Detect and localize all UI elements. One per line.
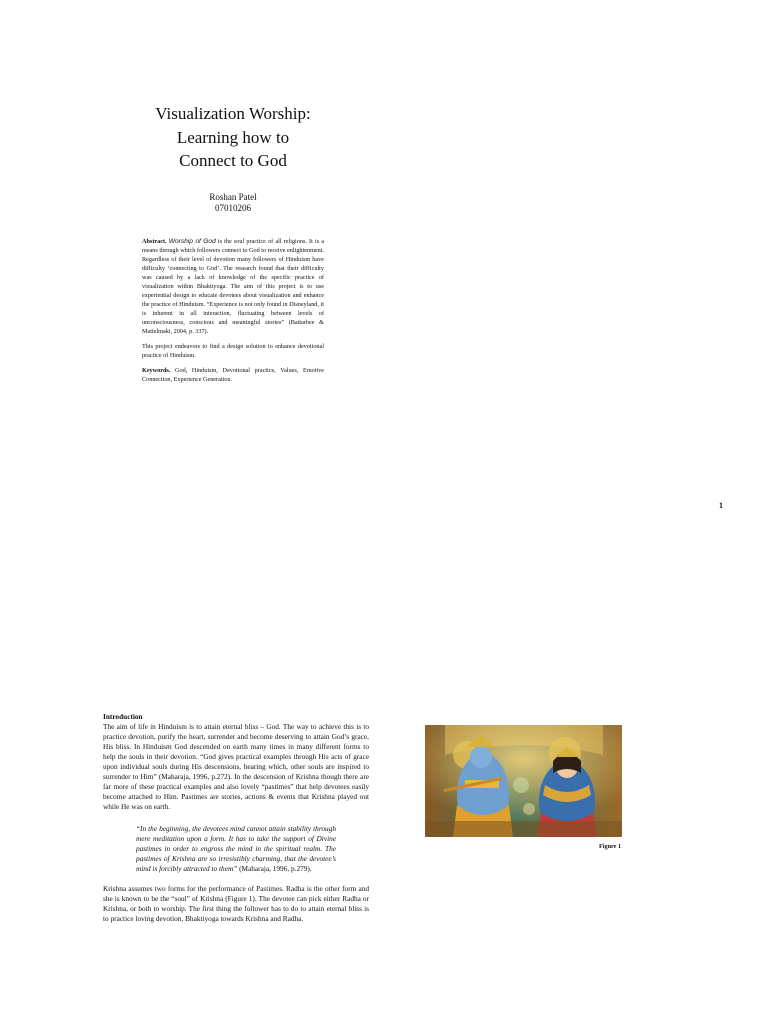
- page-number: 1: [719, 501, 723, 510]
- block-quote: [136, 824, 336, 874]
- quote-citation: (Maharaja, 1996, p.279).: [239, 864, 312, 873]
- introduction-section: [103, 712, 369, 924]
- abstract-label: Abstract.: [142, 238, 167, 245]
- title-line-1: Visualization Worship:: [155, 104, 311, 123]
- abstract: [142, 237, 324, 390]
- title-line-3: Connect to God: [179, 151, 287, 170]
- abstract-paragraph: [142, 237, 324, 336]
- quote-text: “In the beginning, the devotees mind cannot attain stability through mere meditation upon a form. It has to take the support of Divine pastimes in order to engross the mind in the spiritual realm. The pastimes of Krishna are so irresistibly charming, that the devotee’s mind is forcibly attracted to them”: [136, 824, 336, 873]
- keywords-text: God, Hinduism, Devotional practice, Values, Emotive Connection, Experience Generation.: [142, 367, 325, 383]
- abstract-lead-phrase: Worship of God: [168, 238, 216, 245]
- figure-krishna-radha-image: [425, 725, 622, 837]
- paper-title: [142, 102, 324, 173]
- abstract-text: is the soul practice of all religions. It is a means through which followers connect to God to receive enlightenment. Regardless of their level of devotion many followers of Hinduism have difficulty ‘connecting to God’. The research found that their difficulty was caused by a lack of knowledge of the specific practice of visualization within Bhaktiyoga. The aim of this project is to use experiential design to educate devotees about visualization and enhance the practice of Hinduism. “Experience is not only found in Disneyland, it is inherent in all interaction, fluctuating between levels of unconsciousness, conscious and meaningful stories” (Battarbee & Mattelmaki, 2004, p. 337).: [142, 238, 325, 335]
- intro-paragraph-2: Krishna assumes two forms for the performance of Pastimes. Radha is the other form and she is known to be the “soul” of Krishna (Figure 1). The devotee can pick either Radha or Krishna, or both to worship. The first thing the follower has to do to attain eternal bliss is to practice loving devotion, Bhaktiyoga towards Krishna and Radha.: [103, 884, 369, 923]
- intro-paragraph-1: The aim of life in Hinduism is to attain eternal bliss – God. The way to achieve this is to practice devotion, purify the heart, surrender and become deserving to attain God’s grace, His bliss. In Hinduism God descended on earth many times in many different forms to help the souls in their devotion. “God gives practical examples through His acts of grace upon individual souls during His descensions, hearing which, other souls are inspired to surrender to Him” (Maharaja, 1996, p.272). In the descension of Krishna though there are far more of these practical examples and also lovely “pastimes” that help devotees easily become attached to Him. Pastimes are stories, actions & events that Krishna played out while He was on earth.: [103, 722, 369, 811]
- author-id: 07010206: [215, 203, 251, 213]
- keywords: [142, 366, 324, 384]
- abstract-paragraph-2: This project endeavors to find a design solution to enhance devotional practice of Hinduism.: [142, 343, 324, 359]
- section-heading: Introduction: [103, 712, 143, 721]
- keywords-label: Keywords.: [142, 367, 171, 374]
- figure-caption: Figure 1: [599, 843, 622, 850]
- author-name: Roshan Patel: [209, 192, 257, 202]
- title-line-2: Learning how to: [176, 127, 290, 147]
- author-block: [142, 192, 324, 214]
